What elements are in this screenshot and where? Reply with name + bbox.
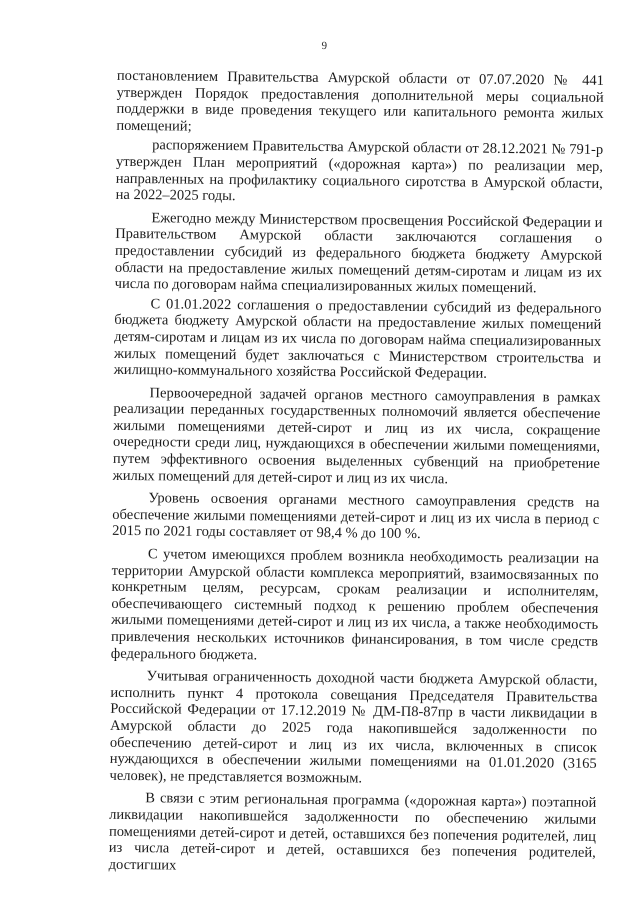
paragraph-decree-441: постановлением Правительства Амурской области от 07.07.2020 № 441 утвержден Порядок предоставления дополнительной меры социальной поддержки в виде проведения текущего или капитального ремонта жилых помещений;	[116, 67, 604, 135]
document-body	[109, 68, 604, 878]
paragraph-budget-limits: Учитывая ограниченность доходной части бюджета Амурской области, исполнить пункт 4 протокола совещания Председателя Правительства Российской Федерации от 17.12.2019 № ДМ-П8-87пр в части ликвидации в Амурской области до 2025 года накопившейся задолженности по обеспечению детей-сирот и лиц из их числа, включенных в список нуждающихся в обеспечении жилыми помещениями на 01.01.2020 (3165 человек), не представляется возможным.	[109, 668, 598, 787]
page-number: 9	[321, 39, 328, 53]
paragraph-agreements-2022: С 01.01.2022 соглашения о предоставлении субсидий из федерального бюджета бюджету Амурской области на предоставление жилых помещений детям-сиротам и лицам из их числа по договорам найма специализированных жилых помещений будет заключаться с Министерством строительства и жилищно-коммунального хозяйства Российской Федерации.	[113, 295, 602, 382]
paragraph-primary-task: Первоочередной задачей органов местного самоуправления в рамках реализации переданных государственных полномочий является обеспечение жилыми помещениями детей-сирот и лиц из их числа, сокращение очередности среди лиц, нуждающихся в обеспечении жилыми помещениями, путем эффективного освоения выделенных субвенций на приобретение жилых помещений для детей-сирот и лиц из их числа.	[112, 384, 601, 487]
paragraph-regional-program: В связи с этим региональная программа («дорожная карта») поэтапной ликвидации накопившейся задолженности по обеспечению жилыми помещениями детей-сирот и детей, оставшихся без попечения родителей, лиц из числа детей-сирот и детей, оставшихся без попечения родителей, достигших	[108, 790, 597, 874]
paragraph-order-791: распоряжением Правительства Амурской области от 28.12.2021 № 791-р утвержден План мероприятий («дорожная карта») по реализации мер, направленных на профилактику социального сиротства в Амурской области, на 2022–2025 годы.	[115, 137, 604, 205]
paragraph-annual-agreements: Ежегодно между Министерством просвещения Российской Федерации и Правительством Амурской области заключаются соглашения о предоставлении субсидий из федерального бюджета бюджету Амурской области на предоставление жилых помещений детям-сиротам и лицам из их числа по договорам найма специализированных жилых помещений.	[114, 209, 603, 297]
paragraph-utilization-level: Уровень освоения органами местного самоуправления средств на обеспечение жилыми помещениями детей-сирот и лиц из их числа в период с 2015 по 2021 годы составляет от 98,4 % до 100 %.	[112, 490, 600, 543]
paragraph-problems: С учетом имеющихся проблем возникла необходимость реализации на территории Амурской области комплекса мероприятий, взаимосвязанных по конкретным целям, ресурсам, срокам реализации и исполнителям, обеспечивающего системный подход к решению проблем обеспечения жилыми помещениями детей-сирот и лиц из их числа, а также необходимость привлечения нескольких источников финансирования, в том числе средств федерального бюджета.	[110, 546, 599, 663]
